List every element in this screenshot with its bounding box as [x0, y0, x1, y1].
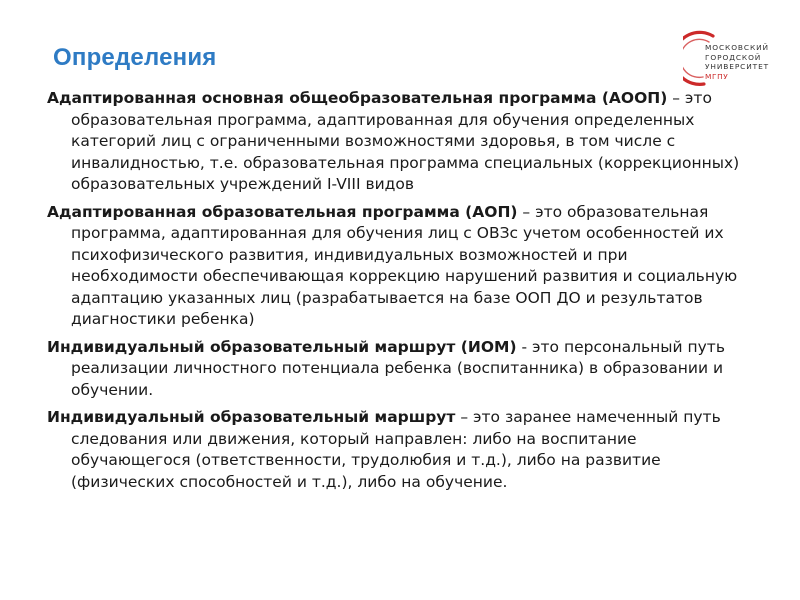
logo-line-3: УНИВЕРСИТЕТ: [705, 62, 770, 72]
logo-line-2: ГОРОДСКОЙ: [705, 52, 762, 62]
definition-iom: [47, 337, 747, 402]
definition-text: – это образовательная программа, адаптированная для обучения лиц с ОВЗс учетом особенностей их психофизического развития, индивидуальных возможностей и при необходимости обеспечивающая коррекцию нарушений развития и социальную адаптацию указанных лиц (разрабатывается на базе ООП ДО и результатов диагностики ребенка): [71, 202, 738, 328]
definition-aop: [47, 202, 747, 331]
university-logo: [683, 28, 783, 88]
definition-text: – это образовательная программа, адаптированная для обучения определенных категорий лиц с ограниченными возможностями здоровья, в том числе с инвалидностью, т.е. образовательная программа специальных (коррекционных) образовательных учреждений I-VIII видов: [71, 89, 740, 193]
definition-term: Адаптированная образовательная программа (АОП): [47, 202, 518, 221]
definitions-list: [47, 88, 747, 499]
definition-text: – это заранее намеченный путь следования или движения, который направлен: либо на воспитание обучающегося (ответственности, трудолюбия и т.д.), либо на развитие (физических способностей и т.д.), либо на обучение.: [71, 408, 721, 491]
logo-line-4: МГПУ: [705, 71, 729, 81]
definition-term: Индивидуальный образовательный маршрут (ИОМ): [47, 337, 517, 356]
definition-text: - это персональный путь реализации личностного потенциала ребенка (воспитанника) в образовании и обучении.: [71, 337, 725, 399]
page-title: Определения: [53, 44, 217, 71]
definition-aoop: [47, 88, 747, 196]
logo-text: [705, 43, 769, 81]
logo-line-1: МОСКОВСКИЙ: [705, 43, 769, 52]
definition-iom-2: [47, 407, 747, 493]
definition-term: Индивидуальный образовательный маршрут: [47, 408, 456, 426]
definition-term: Адаптированная основная общеобразовательная программа (АООП): [47, 89, 668, 107]
